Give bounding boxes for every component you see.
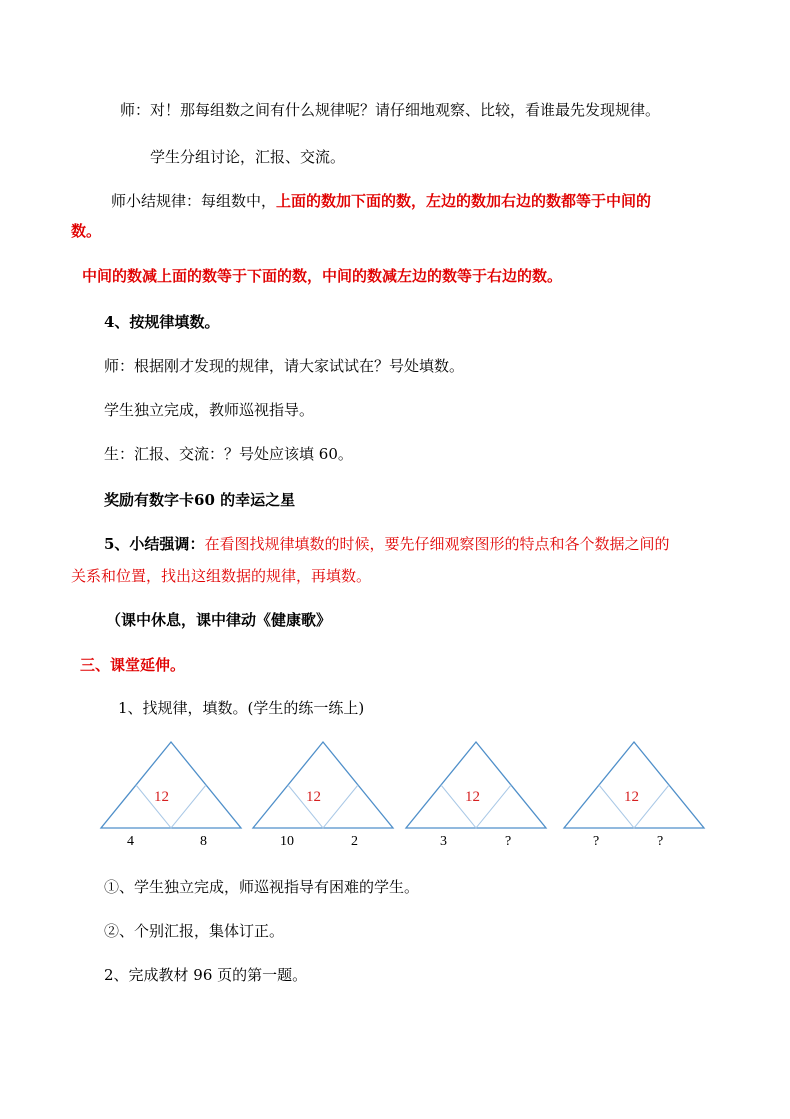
summary-emphasis-label: 5、小结强调： <box>104 535 205 553</box>
section-heading-extension: 三、课堂延伸。 <box>80 656 186 674</box>
triangle-3-right: ? <box>505 834 512 849</box>
paragraph-teacher-question: 师：对！那每组数之间有什么规律呢？请仔细地观察、比较，看谁最先发现规律。 <box>120 101 661 119</box>
triangle-1-center: 12 <box>154 789 169 805</box>
triangle-3-center: 12 <box>465 789 480 805</box>
triangle-1-inner-lines <box>136 785 206 828</box>
triangle-4-center: 12 <box>624 789 639 805</box>
rule-summary-prefix: 师小结规律：每组数中， <box>111 192 277 210</box>
triangle-1 <box>101 742 241 828</box>
section-heading-fill-numbers: 4、按规律填数。 <box>104 313 220 331</box>
triangle-4-outline <box>564 742 704 828</box>
rule-summary-continuation: 数。 <box>71 222 102 240</box>
paragraph-teacher-instruction: 师：根据刚才发现的规律，请大家试试在？号处填数。 <box>104 357 465 375</box>
step-2-report-correction: ②、个别汇报，集体订正。 <box>104 922 285 940</box>
triangle-3-left: 3 <box>440 834 447 849</box>
triangle-3 <box>406 742 546 828</box>
triangle-1-right: 8 <box>200 834 207 849</box>
paragraph-student-answer: 生：汇报、交流：？号处应该填 60。 <box>104 445 353 463</box>
paragraph-break-activity: （课中休息，课中律动《健康歌》 <box>106 611 332 629</box>
triangle-4-left: ? <box>593 834 600 849</box>
triangle-2-center: 12 <box>306 789 321 805</box>
triangle-3-outline <box>406 742 546 828</box>
triangle-2 <box>253 742 393 828</box>
triangle-1-outline <box>101 742 241 828</box>
summary-emphasis-text: 在看图找规律填数的时候，要先仔细观察图形的特点和各个数据之间的 <box>204 535 670 553</box>
triangle-2-left: 10 <box>280 834 294 849</box>
paragraph-group-discussion: 学生分组讨论，汇报、交流。 <box>150 148 346 166</box>
triangle-2-outline <box>253 742 393 828</box>
paragraph-subtraction-rule: 中间的数减上面的数等于下面的数，中间的数减左边的数等于右边的数。 <box>82 267 563 285</box>
paragraph-student-work: 学生独立完成，教师巡视指导。 <box>104 401 315 419</box>
paragraph-reward: 奖励有数字卡60 的幸运之星 <box>104 491 296 509</box>
triangle-2-inner-lines <box>288 785 358 828</box>
triangle-4 <box>564 742 704 828</box>
triangle-2-right: 2 <box>351 834 358 849</box>
triangle-4-right: ? <box>657 834 664 849</box>
triangle-1-left: 4 <box>127 834 134 849</box>
rule-summary-highlight: 上面的数加下面的数，左边的数加右边的数都等于中间的 <box>276 192 652 210</box>
step-1-independent-work: ①、学生独立完成，师巡视指导有困难的学生。 <box>104 878 420 896</box>
exercise-2-textbook: 2、完成教材 96 页的第一题。 <box>104 966 308 984</box>
summary-emphasis-continuation: 关系和位置，找出这组数据的规律，再填数。 <box>71 567 372 585</box>
exercise-1-title: 1、找规律，填数。(学生的练一练上) <box>118 699 365 717</box>
